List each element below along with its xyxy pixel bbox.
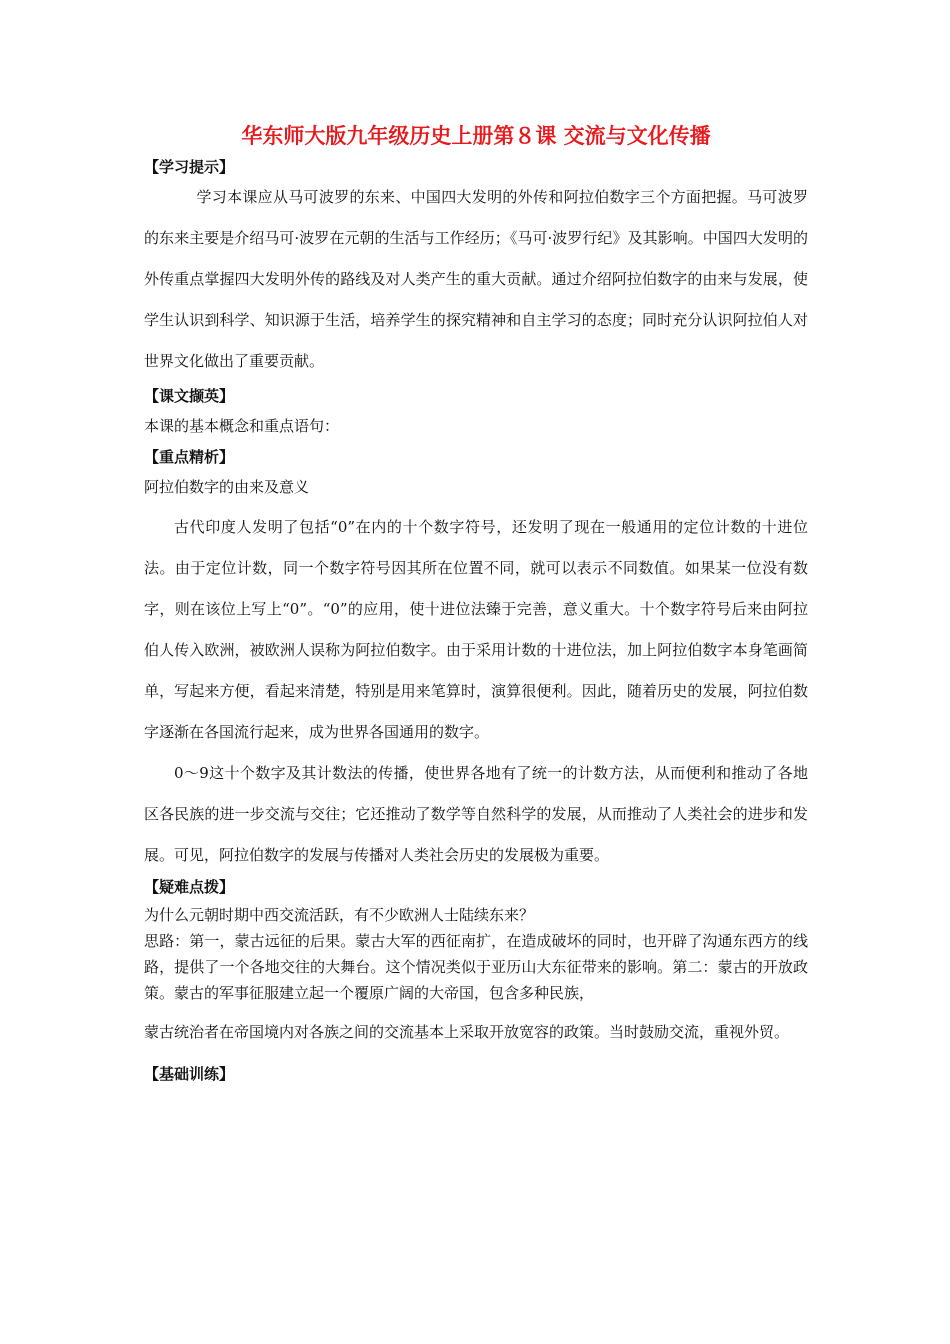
- text-excerpt-line: 本课的基本概念和重点语句：: [144, 417, 340, 435]
- difficulty-answer-1: 思路：第一，蒙古远征的后果。蒙古大军的西征南扩，在造成破坏的同时，也开辟了沟通东西方的线路，提供了一个各地交往的大舞台。这个情况类似于亚历山大东征带来的影响。第二：蒙古的开放政策。蒙古的军事征服建立起一个覆原广阔的大帝国，包含多种民族，: [144, 932, 808, 1002]
- section-heading-difficulty: 【疑难点拨】: [144, 878, 235, 896]
- section-heading-basic-training: 【基础训练】: [144, 1065, 235, 1083]
- section-heading-study-tips: 【学习提示】: [144, 158, 235, 176]
- key-points-paragraph-2: 0～9这十个数字及其计数法的传播，使世界各地有了统一的计数方法，从而便利和推动了各地区各民族的进一步交流与交往；它还推动了数学等自然科学的发展，从而推动了人类社会的进步和发展。可见，阿拉伯数字的发展与传播对人类社会历史的发展极为重要。: [144, 764, 808, 864]
- study-tips-paragraph: 学习本课应从马可波罗的东来、中国四大发明的外传和阿拉伯数字三个方面把握。马可波罗的东来主要是介绍马可·波罗在元朝的生活与工作经历；《马可·波罗行纪》及其影响。中国四大发明的外传重点掌握四大发明外传的路线及对人类产生的重大贡献。通过介绍阿拉伯数字的由来与发展，使学生认识到科学、知识源于生活，培养学生的探究精神和自主学习的态度；同时充分认识阿拉伯人对世界文化做出了重要贡献。: [144, 188, 808, 370]
- document-title: 华东师大版九年级历史上册第８课 交流与文化传播: [241, 123, 711, 148]
- difficulty-question: 为什么元朝时期中西交流活跃，有不少欧洲人士陆续东来？: [144, 906, 535, 924]
- difficulty-answer-2: 蒙古统治者在帝国境内对各族之间的交流基本上采取开放宽容的政策。当时鼓励交流，重视外贸。: [144, 1023, 790, 1041]
- document-page: [144, 118, 808, 1087]
- section-heading-text-excerpt: 【课文撷英】: [144, 387, 235, 405]
- section-heading-key-points: 【重点精析】: [144, 448, 235, 466]
- key-points-paragraph-1: 古代印度人发明了包括“0”在内的十个数字符号，还发明了现在一般通用的定位计数的十进位法。由于定位计数，同一个数字符号因其所在位置不同，就可以表示不同数值。如果某一位没有数字，则在该位上写上“0”。“0”的应用，使十进位法臻于完善，意义重大。十个数字符号后来由阿拉伯人传入欧洲，被欧洲人误称为阿拉伯数字。由于采用计数的十进位法，加上阿拉伯数字本身笔画简单，写起来方便，看起来清楚，特别是用来笔算时，演算很便利。因此，随着历史的发展，阿拉伯数字逐渐在各国流行起来，成为世界各国通用的数字。: [144, 518, 808, 741]
- key-points-subtitle: 阿拉伯数字的由来及意义: [144, 478, 310, 496]
